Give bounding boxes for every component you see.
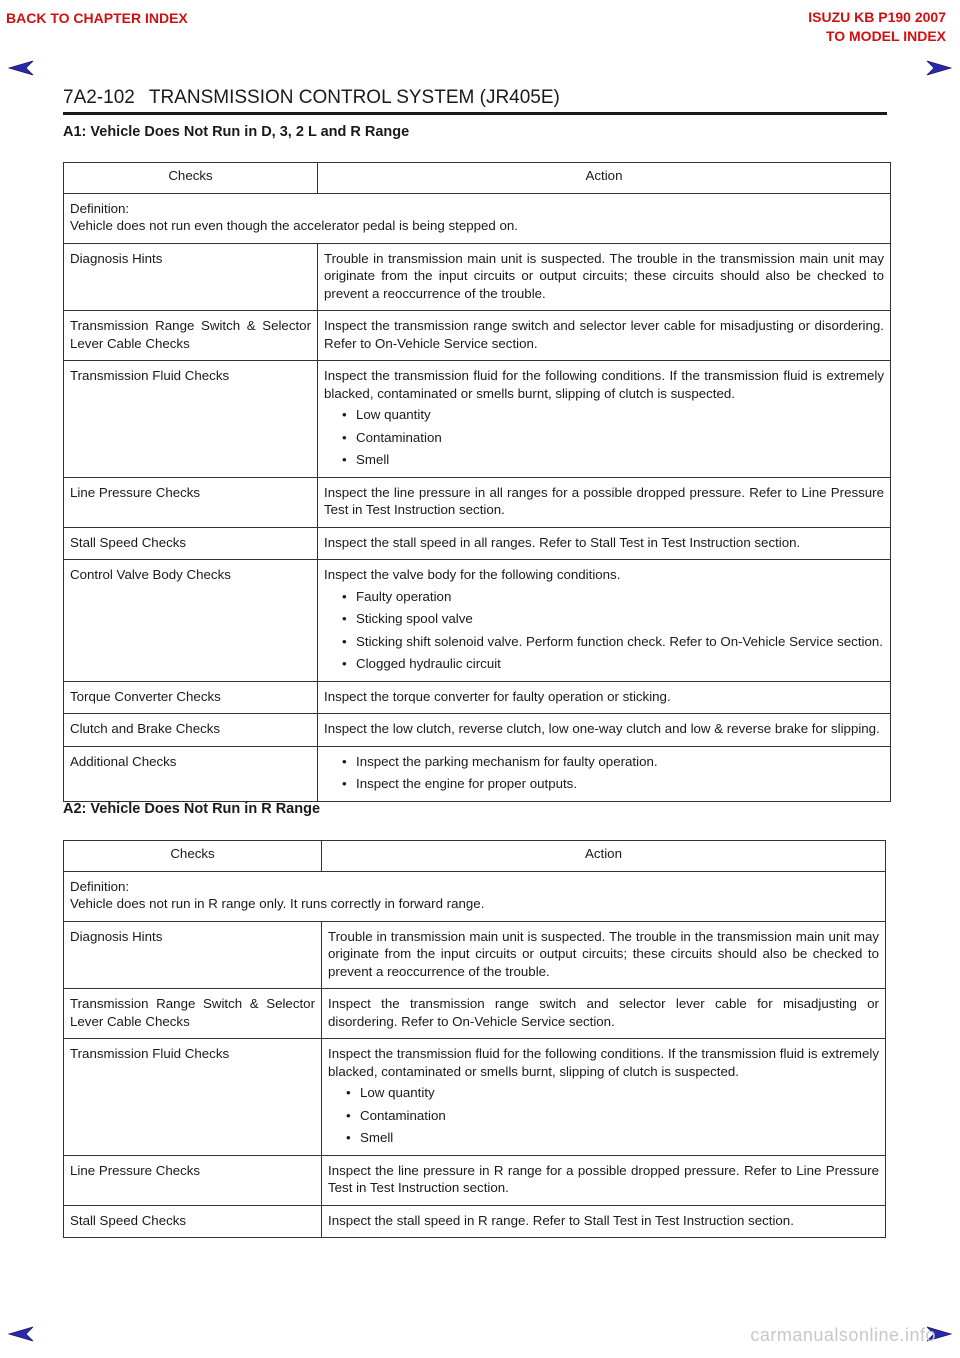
action-cell: Inspect the line pressure in R range for a possible dropped pressure. Refer to Line Pressure Test in Test Instruction section. [322, 1155, 886, 1205]
table-row [64, 1155, 886, 1205]
action-text: Inspect the transmission fluid for the following conditions. If the transmission fluid is extremely blacked, contaminated or smells burnt, slipping of clutch is suspected. [324, 368, 884, 401]
column-header-action: Action [318, 163, 891, 194]
prev-page-arrow-icon[interactable] [8, 1326, 34, 1342]
back-to-chapter-index-link[interactable]: BACK TO CHAPTER INDEX [6, 10, 188, 26]
action-text: Inspect the valve body for the following conditions. [324, 567, 621, 582]
action-cell: Inspect the line pressure in all ranges for a possible dropped pressure. Refer to Line Pressure Test in Test Instruction section. [318, 477, 891, 527]
check-cell: Control Valve Body Checks [64, 560, 318, 682]
page-title: TRANSMISSION CONTROL SYSTEM (JR405E) [148, 87, 560, 108]
action-cell: Trouble in transmission main unit is suspected. The trouble in the transmission main unit may originate from the input circuits or output circuits; these circuits should also be checked to prevent a reoccurrence of the trouble. [322, 921, 886, 989]
table-row [64, 714, 891, 747]
definition-row [64, 193, 891, 243]
list-item: • Smell [328, 1129, 879, 1147]
definition-text: Vehicle does not run in R range only. It runs correctly in forward range. [70, 896, 485, 911]
table-row [64, 477, 891, 527]
check-cell: Clutch and Brake Checks [64, 714, 318, 747]
list-item: • Smell [324, 451, 884, 469]
action-cell [322, 1039, 886, 1156]
table-row [64, 681, 891, 714]
table-row [64, 746, 891, 801]
table-row [64, 560, 891, 682]
check-cell: Line Pressure Checks [64, 477, 318, 527]
list-item: • Low quantity [328, 1084, 879, 1102]
action-cell [318, 746, 891, 801]
definition-text: Vehicle does not run even though the accelerator pedal is being stepped on. [70, 218, 518, 233]
check-cell: Stall Speed Checks [64, 1205, 322, 1238]
column-header-checks: Checks [64, 841, 322, 872]
section-a2-title: A2: Vehicle Does Not Run in R Range [63, 801, 321, 817]
list-item: • Inspect the engine for proper outputs. [324, 775, 884, 793]
list-item: • Contamination [324, 429, 884, 447]
check-cell: Transmission Fluid Checks [64, 361, 318, 478]
list-item: • Sticking spool valve [324, 610, 884, 628]
column-header-checks: Checks [64, 163, 318, 194]
action-cell [318, 560, 891, 682]
table-row [64, 921, 886, 989]
diagnosis-table-a1 [63, 162, 891, 802]
next-page-arrow-icon[interactable] [926, 60, 952, 76]
check-cell: Diagnosis Hints [64, 243, 318, 311]
table-header-row [64, 163, 891, 194]
page-header [63, 86, 887, 115]
table-row [64, 311, 891, 361]
definition-label: Definition: [70, 878, 130, 894]
table-row [64, 527, 891, 560]
diagnosis-table-a2 [63, 840, 886, 1238]
list-item: • Inspect the parking mechanism for faulty operation. [324, 753, 884, 771]
action-cell: Inspect the transmission range switch and selector lever cable for misadjusting or disordering. Refer to On-Vehicle Service section. [322, 989, 886, 1039]
check-cell: Stall Speed Checks [64, 527, 318, 560]
table-row [64, 361, 891, 478]
section-a1-title: A1: Vehicle Does Not Run in D, 3, 2 L and R Range [63, 124, 410, 140]
list-item: • Sticking shift solenoid valve. Perform function check. Refer to On-Vehicle Service section. [324, 633, 884, 651]
list-item: • Low quantity [324, 406, 884, 424]
action-cell: Inspect the low clutch, reverse clutch, low one-way clutch and low & reverse brake for slipping. [318, 714, 891, 747]
table-row [64, 989, 886, 1039]
check-cell: Torque Converter Checks [64, 681, 318, 714]
table-header-row [64, 841, 886, 872]
table-row [64, 1039, 886, 1156]
check-cell: Line Pressure Checks [64, 1155, 322, 1205]
watermark-text: carmanualsonline.info [750, 1325, 936, 1345]
list-item: • Clogged hydraulic circuit [324, 655, 884, 673]
check-cell: Diagnosis Hints [64, 921, 322, 989]
check-cell: Transmission Range Switch & Selector Lever Cable Checks [64, 989, 322, 1039]
bullet-list [324, 406, 884, 469]
table-row [64, 1205, 886, 1238]
bullet-list [324, 753, 884, 793]
definition-row [64, 871, 886, 921]
definition-label: Definition: [70, 200, 130, 216]
bullet-list [324, 588, 884, 673]
prev-page-arrow-icon[interactable] [8, 60, 34, 76]
table-row [64, 243, 891, 311]
action-cell: Trouble in transmission main unit is suspected. The trouble in the transmission main unit may originate from the input circuits or output circuits; these circuits should also be checked to prevent a reoccurrence of the trouble. [318, 243, 891, 311]
model-index-link[interactable]: TO MODEL INDEX [825, 28, 946, 44]
action-cell: Inspect the torque converter for faulty operation or sticking. [318, 681, 891, 714]
bullet-list [328, 1084, 879, 1147]
action-text: Inspect the transmission fluid for the following conditions. If the transmission fluid is extremely blacked, contaminated or smells burnt, slipping of clutch is suspected. [328, 1046, 879, 1079]
check-cell: Transmission Fluid Checks [64, 1039, 322, 1156]
action-cell: Inspect the transmission range switch and selector lever cable for misadjusting or disordering. Refer to On-Vehicle Service section. [318, 311, 891, 361]
list-item: • Contamination [328, 1107, 879, 1125]
check-cell: Transmission Range Switch & Selector Lever Cable Checks [64, 311, 318, 361]
model-title-link[interactable]: ISUZU KB P190 2007 [808, 9, 946, 25]
check-cell: Additional Checks [64, 746, 318, 801]
column-header-action: Action [322, 841, 886, 872]
page-number: 7A2-102 [63, 87, 135, 108]
action-cell [318, 361, 891, 478]
list-item: • Faulty operation [324, 588, 884, 606]
action-cell: Inspect the stall speed in all ranges. Refer to Stall Test in Test Instruction section. [318, 527, 891, 560]
action-cell: Inspect the stall speed in R range. Refer to Stall Test in Test Instruction section. [322, 1205, 886, 1238]
